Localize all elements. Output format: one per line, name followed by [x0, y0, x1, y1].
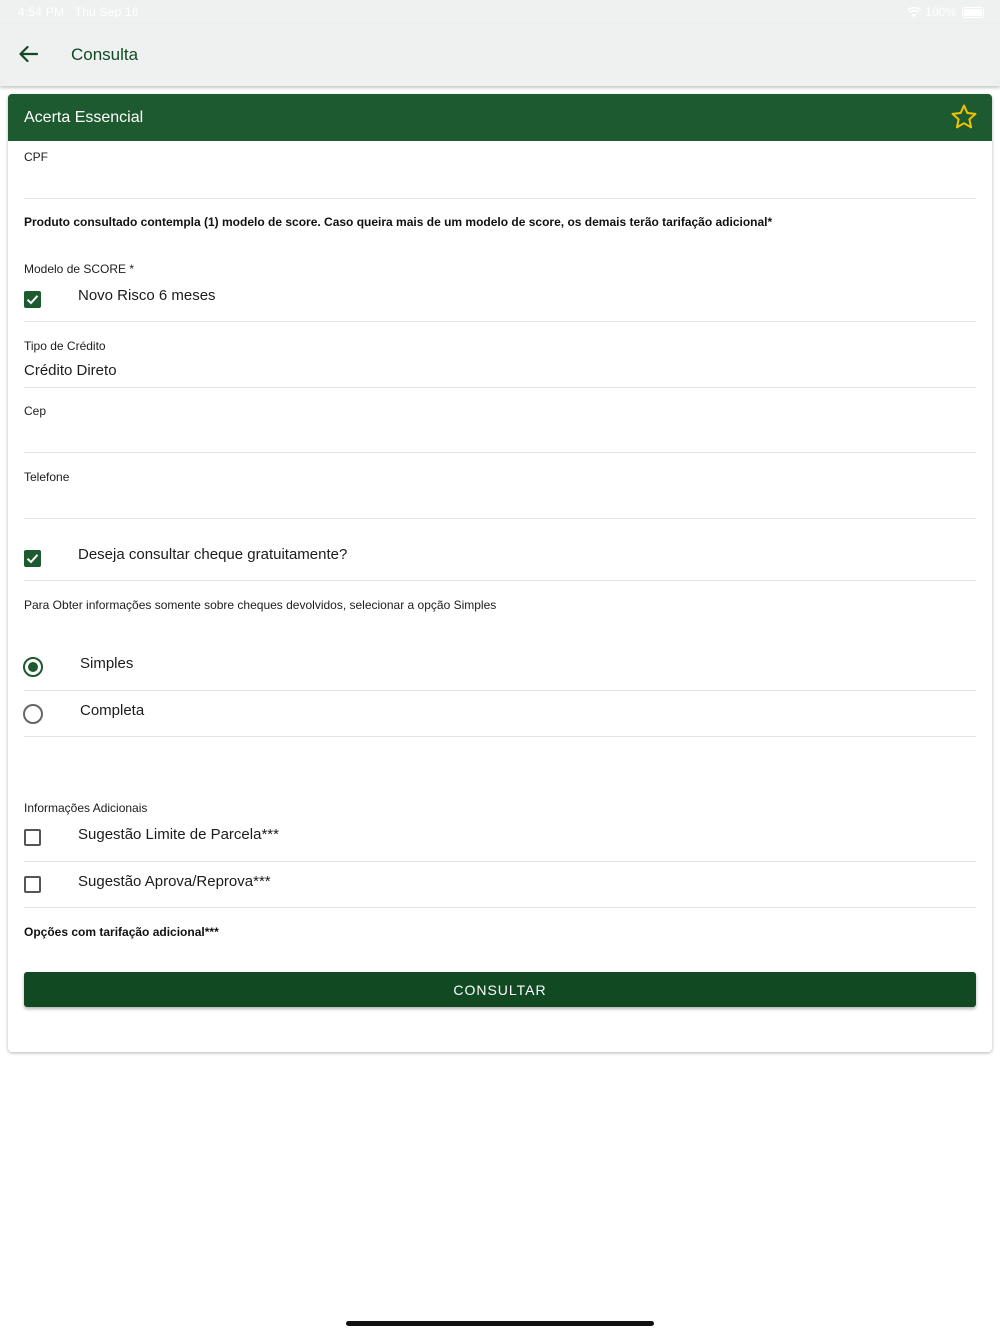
cep-input[interactable] — [24, 424, 976, 450]
radio-simples-divider — [24, 690, 976, 691]
cheque-option-label: Deseja consultar cheque gratuitamente? — [78, 546, 348, 563]
consulta-card — [8, 94, 992, 1052]
radio-completa[interactable] — [23, 704, 43, 724]
cpf-label: CPF — [24, 150, 48, 164]
tipo-credito-select[interactable]: Crédito Direto — [24, 362, 117, 379]
battery-percent: 100% — [925, 5, 956, 19]
limite-parcela-checkbox[interactable] — [24, 829, 41, 846]
score-label: Modelo de SCORE * — [24, 262, 135, 276]
status-bar — [0, 0, 1000, 24]
check-icon — [25, 551, 40, 566]
cheque-checkbox[interactable] — [24, 550, 41, 567]
arrow-left-icon — [18, 45, 38, 63]
star-icon — [950, 103, 978, 131]
favorite-button[interactable] — [950, 103, 978, 131]
cep-underline — [24, 452, 976, 453]
cheque-note: Para Obter informações somente sobre cheques devolvidos, selecionar a opção Simples — [24, 598, 497, 612]
score-checkbox[interactable] — [24, 291, 41, 308]
card-header — [8, 94, 992, 141]
telefone-underline — [24, 518, 976, 519]
radio-completa-label: Completa — [80, 702, 145, 719]
consultar-button[interactable]: CONSULTAR — [24, 972, 976, 1007]
check-icon — [25, 292, 40, 307]
status-time: 4:54 PM Thu Sep 16 — [18, 5, 139, 19]
cep-label: Cep — [24, 404, 47, 418]
radio-simples[interactable] — [23, 657, 43, 677]
card-title: Acerta Essencial — [24, 109, 144, 126]
radio-completa-divider — [24, 736, 976, 737]
tipo-credito-underline — [24, 387, 976, 388]
app-bar — [0, 24, 1000, 86]
back-button[interactable] — [14, 40, 42, 68]
aprova-reprova-divider — [24, 907, 976, 908]
limite-parcela-label: Sugestão Limite de Parcela*** — [78, 826, 279, 843]
telefone-label: Telefone — [24, 470, 70, 484]
tipo-credito-label: Tipo de Crédito — [24, 339, 106, 353]
telefone-input[interactable] — [24, 490, 976, 516]
score-option-label: Novo Risco 6 meses — [78, 287, 216, 304]
battery-icon — [962, 7, 984, 18]
aprova-reprova-label: Sugestão Aprova/Reprova*** — [78, 873, 271, 890]
limite-parcela-divider — [24, 861, 976, 862]
wifi-icon — [907, 7, 921, 18]
cheque-divider — [24, 580, 976, 581]
page-title: Consulta — [71, 45, 139, 64]
tarifacao-note: Opções com tarifação adicional*** — [24, 925, 219, 939]
status-indicators — [907, 5, 984, 19]
score-divider — [24, 321, 976, 322]
score-note: Produto consultado contempla (1) modelo de score. Caso queira mais de um modelo de score, os demais terão tarifação adicional* — [24, 215, 773, 229]
radio-simples-label: Simples — [80, 655, 134, 672]
cpf-input[interactable] — [24, 170, 976, 196]
adicionais-label: Informações Adicionais — [24, 801, 148, 815]
home-indicator — [346, 1321, 654, 1326]
cpf-underline — [24, 198, 976, 199]
aprova-reprova-checkbox[interactable] — [24, 876, 41, 893]
